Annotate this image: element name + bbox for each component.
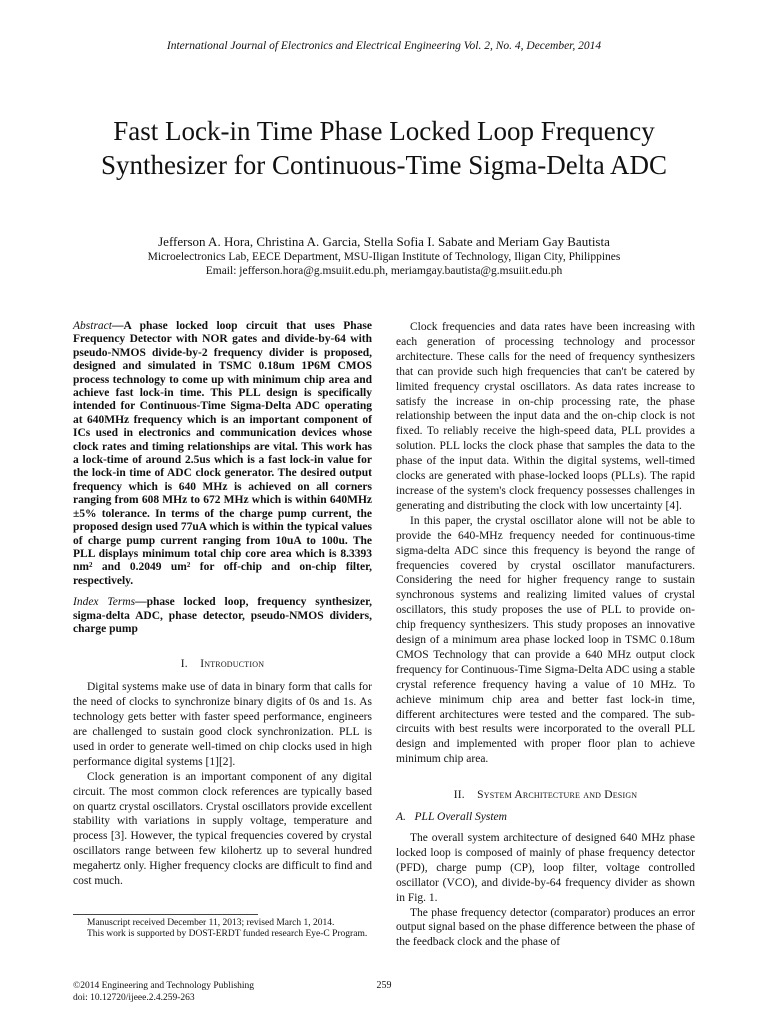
intro-paragraph-2: Clock generation is an important component of any digital circuit. The most common clock references are typically based on quartz crystal oscillators. Crystal oscillators provide excellent stability with variations in supply voltage, temperature and process [3]. However, the typical frequencies covered by crystal oscillators range between few kilohertz up to several hundred megahertz only. Higher frequency clocks are difficult to find and cost much. [73, 770, 372, 888]
subsection-heading [396, 811, 695, 825]
abstract-text: —A phase locked loop circuit that uses Phase Frequency Detector with NOR gates and divide-by-64 with pseudo-NMOS divide-by-2 frequency divider is proposed, designed and simulated in TSMC 0.18um 1P6M CMOS process technology to come up with minimum chip area and achieve fast lock-in time. This PLL design is specifically intended for Continuous-Time Sigma-Delta ADC operating at 640MHz frequency which is an important component of ICs used in electronics and communication devices whose clock rates and timing relationships are vital. This work has a lock-time of around 2.5us which is a fast lock-in value for the lock-in time of ADC clock generator. The desired output frequency which is 640 MHz is achieved on all corners ranging from 608 MHz to 672 MHz which is within 640MHz ±5% tolerance. In terms of the charge pump current, the proposed design used 77uA which is within the typical values of charge pump current ranging from 10uA to 100u. The PLL displays minimum total chip core area which is 8.3393 nm² and 0.2049 um² for off-chip and on-chip filter, respectively. [73, 320, 372, 587]
index-terms [73, 596, 372, 636]
footnote-received: Manuscript received December 11, 2013; revised March 1, 2014. [87, 918, 335, 928]
email-line: Email: jefferson.hora@g.msuiit.edu.ph, meriamgay.bautista@g.msuiit.edu.ph [205, 265, 563, 277]
abstract-label: Abstract [73, 320, 112, 332]
affiliation: Microelectronics Lab, EECE Department, MSU-Iligan Institute of Technology, Iligan City, Philippines [147, 251, 621, 263]
section-numeral: II. [453, 789, 465, 802]
body-paragraph-1: Clock frequencies and data rates have been increasing with each generation of processing technology and processor architecture. These calls for the need of frequency synthesizers that can provide such high frequencies that can't be catered by limited frequency crystal oscillators. As data rates increase to satisfy the increase in on-chip processing rate, the phase relationship between the input data and the on-chip clock is not fixed. To reliably receive the high-speed data, PLL provides a solution. PLL locks the clock phase that samples the data to the phase of the input data. Within the digital systems, well-timed clocks are generated with phase-locked loops (PLLs). The rapid increase of the system's clock frequency possesses challenges in generating and distributing the clock with low uncertainty [4]. [396, 321, 695, 512]
section-heading-architecture [396, 789, 695, 803]
index-terms-label: Index Terms [73, 596, 136, 609]
intro-paragraph-1: Digital systems make use of data in binary form that calls for the need of clocks to synchronize binary digits of 0s and 1s. As technology gets better with faster speed performance, engineers are challenged to sustain good clock synchronization. PLL is used in order to generate well-timed on chip clocks used in high performance digital systems [1][2]. [73, 681, 372, 768]
publisher-line: ©2014 Engineering and Technology Publishing [73, 981, 255, 991]
left-column [73, 320, 372, 889]
affiliation-block [0, 250, 768, 278]
footnotes [73, 918, 372, 940]
author-list: Jefferson A. Hora, Christina A. Garcia, Stella Sofia I. Sabate and Meriam Gay Bautista [158, 234, 610, 249]
section-title: System Architecture and Design [477, 789, 638, 802]
footnote-funding: This work is supported by DOST-ERDT funded research Eye-C Program. [87, 929, 368, 939]
subsection-letter: A. [396, 811, 406, 824]
paper-title: Fast Lock-in Time Phase Locked Loop Frequency Synthesizer for Continuous-Time Sigma-Delta ADC [101, 116, 667, 180]
body-paragraph-2: In this paper, the crystal oscillator alone will not be able to provide the 640-MHz frequency needed for continuous-time sigma-delta ADC since this frequency is beyond the range of frequencies covered by crystal oscillator manufacturers. Considering the need for higher frequency range to sustain synchronous systems and realizing limited values of crystal oscillators, this study proposes the use of PLL to provide on-chip frequency synthesizers. This study proposes an innovative design of a minimum area phase locked loop in TSMC 0.18um CMOS Technology that can provide a 640 MHz output clock frequency for Continuous-Time Sigma-Delta ADC using a stable crystal reference frequency having a value of 10 MHz. To achieve minimum chip area and better fast lock-in time, different architectures were tested and the compared. The sub-circuits with best results were incorporated to the overall PLL design and implemented with proper floor plan to achieve minimum chip area. [396, 514, 695, 766]
section-numeral: I. [180, 658, 188, 671]
section-heading-introduction [73, 658, 372, 672]
abstract [73, 320, 372, 588]
subsection-paragraph-2: The phase frequency detector (comparator) produces an error output signal based on the phase difference between the phase of the feedback clock and the phase of [396, 906, 695, 949]
index-terms-text: —phase locked loop, frequency synthesizer, sigma-delta ADC, phase detector, pseudo-NMOS dividers, charge pump [73, 596, 372, 635]
subsection-title: PLL Overall System [414, 811, 507, 824]
page-number: 259 [376, 980, 392, 991]
right-column [396, 320, 695, 950]
footnote-divider [73, 914, 258, 915]
journal-header: International Journal of Electronics and Electrical Engineering Vol. 2, No. 4, December, 2014 [166, 40, 602, 52]
subsection-paragraph-1: The overall system architecture of designed 640 MHz phase locked loop is composed of mainly of phase frequency detector (PFD), charge pump (CP), loop filter, voltage controlled oscillator (VCO), and divide-by-64 frequency divider as shown in Fig. 1. [396, 832, 695, 904]
doi-line: doi: 10.12720/ijeee.2.4.259-263 [73, 993, 195, 1003]
section-title: Introduction [200, 658, 265, 671]
